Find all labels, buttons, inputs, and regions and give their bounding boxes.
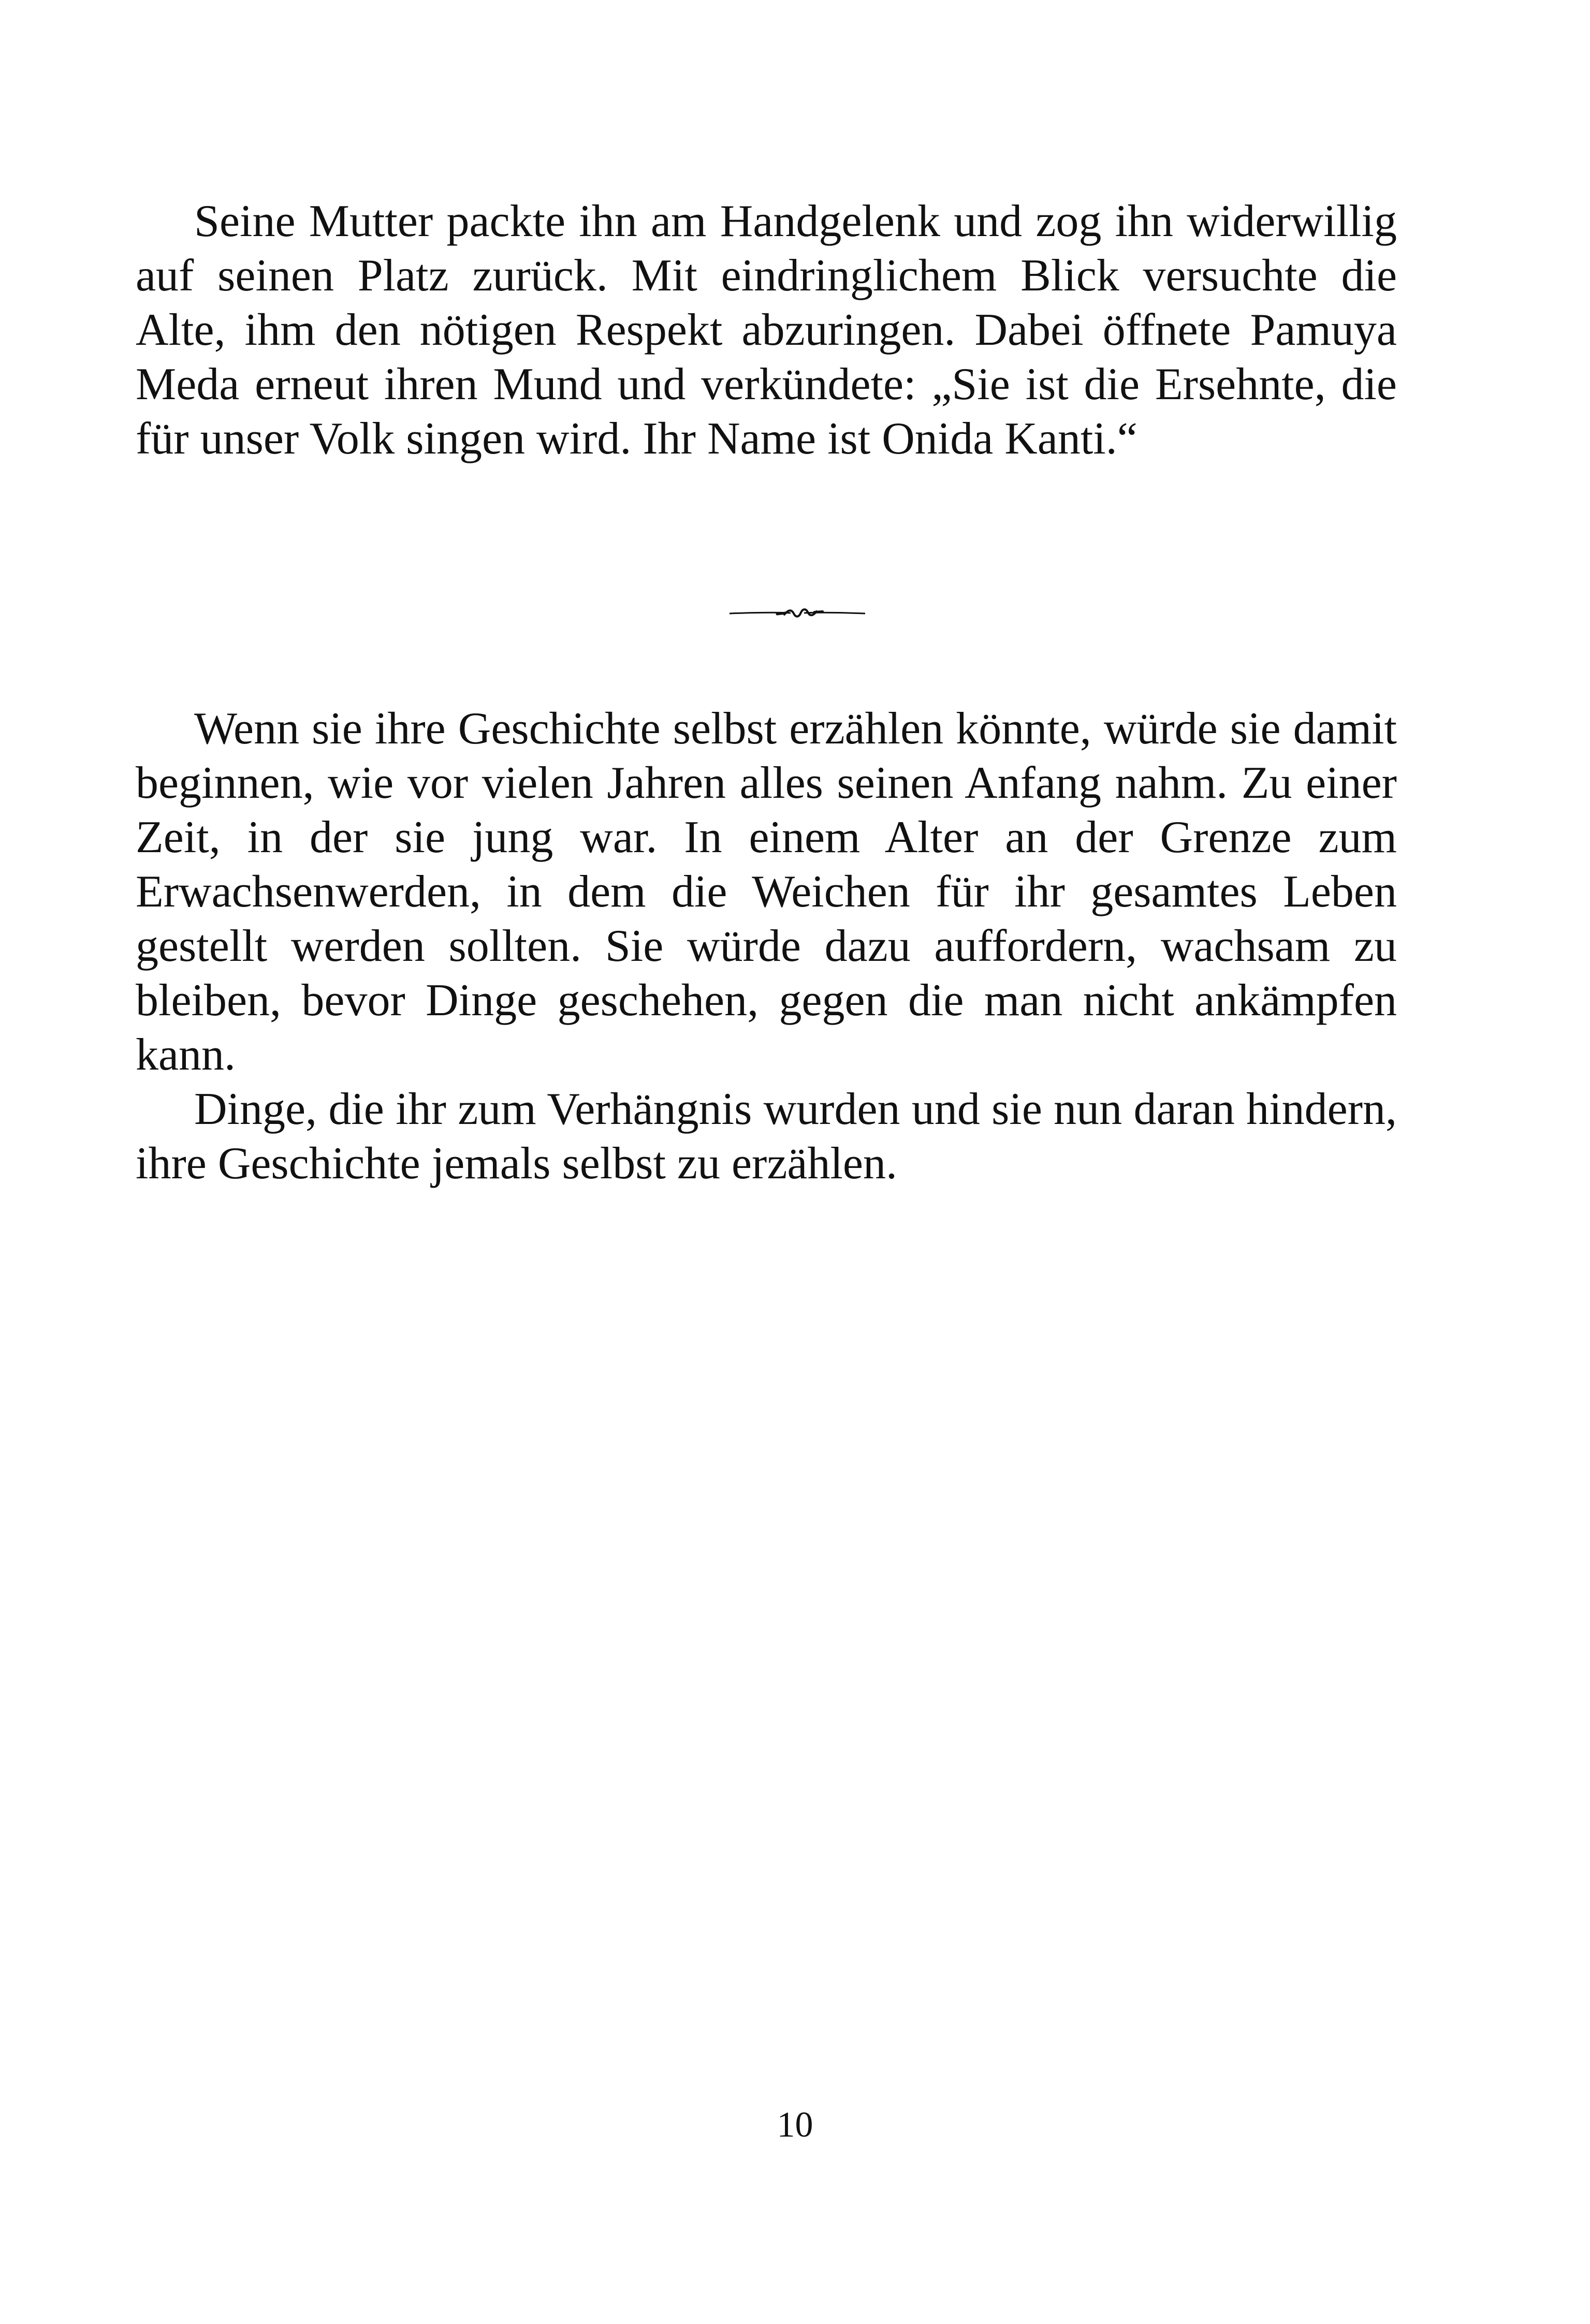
page-number: 10 — [777, 2105, 813, 2145]
section-2-text — [136, 701, 1397, 1191]
section-break-flourish-icon — [727, 602, 867, 623]
paragraph: Seine Mutter packte ihn am Handgelenk und zog ihn widerwillig auf seinen Platz zurück. Mit eindringlichem Blick versuchte die Alte, ihm den nötigen Respekt abzuringen. Dabei öffnete Pamuya Meda erneut ihren Mund und verkündete: „Sie ist die Ersehnte, die für unser Volk singen wird. Ihr Name ist Onida Kanti.“ — [136, 196, 1397, 464]
section-1-text — [136, 194, 1397, 466]
paragraph: Dinge, die ihr zum Verhängnis wurden und sie nun daran hindern, ihre Geschichte jemals selbst zu erzählen. — [136, 1084, 1397, 1189]
paragraph: Wenn sie ihre Geschichte selbst erzählen könnte, würde sie damit beginnen, wie vor vielen Jahren alles seinen Anfang nahm. Zu einer Zeit, in der sie jung war. In einem Alter an der Grenze zum Erwachsenwerden, in dem die Weichen für ihr gesamtes Leben gestellt werden sollten. Sie würde dazu auffordern, wachsam zu bleiben, bevor Dinge geschehen, gegen die man nicht ankämpfen kann. — [136, 704, 1397, 1080]
